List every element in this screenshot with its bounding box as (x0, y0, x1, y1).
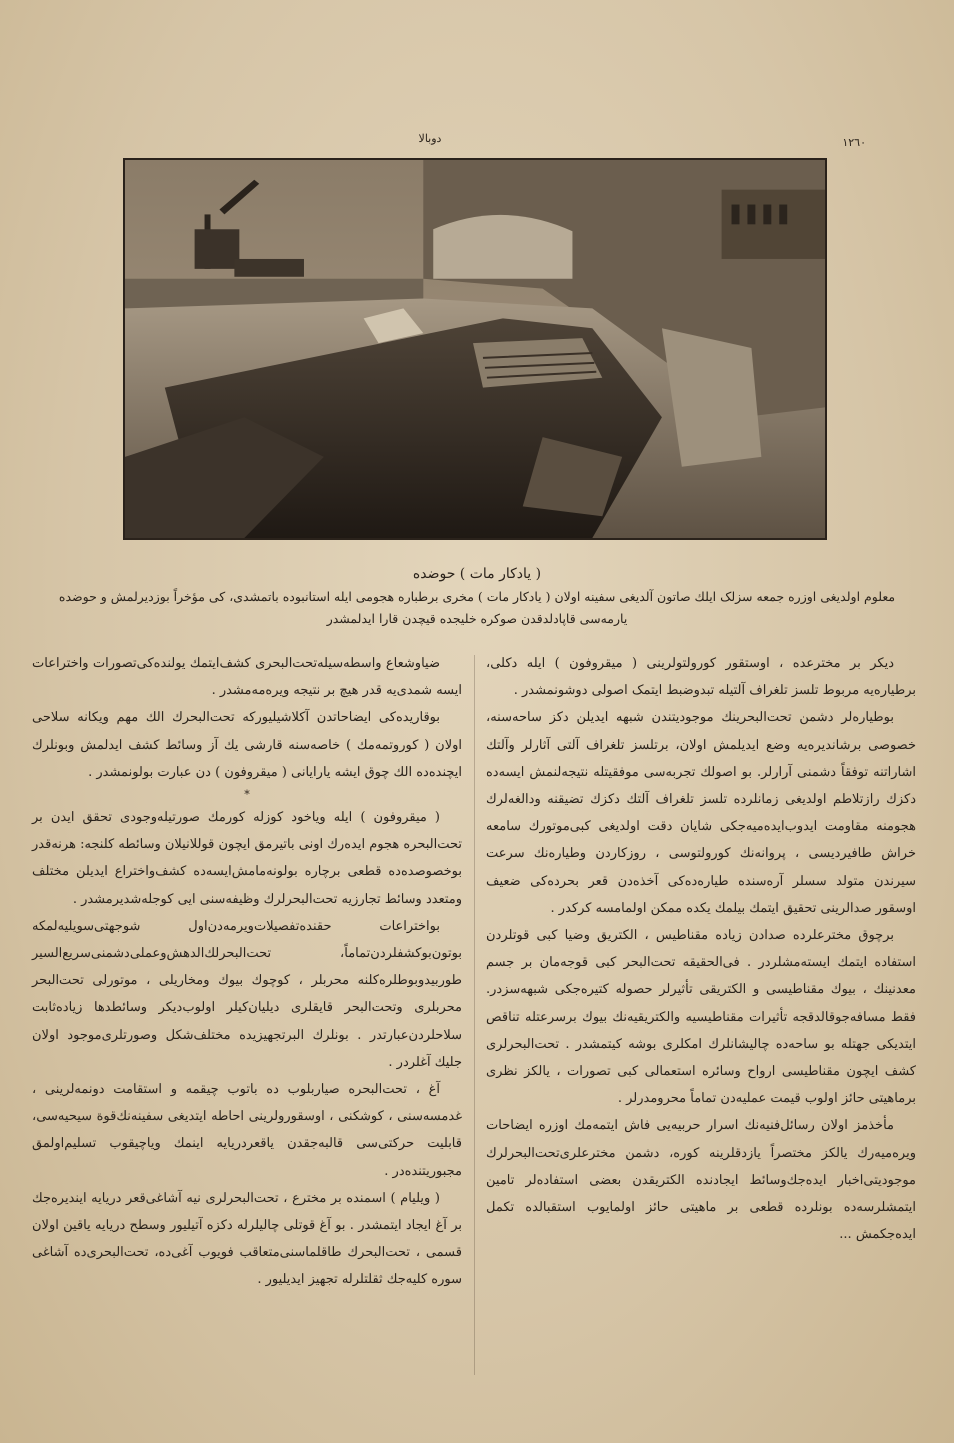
caption-body: معلوم اولدیغی اوزره جمعه سزلک ایلك صاتون آلدیغی سفینه اولان ( یادکار مات ) مخری برطباره هجومی ایله استانبوده باتمشدی، کی مؤخراً بوزدیرلمش و حوضده یارمه‌سی قاپادلدقدن صوکره خلیجده قیچدن قارا ایدلمشدر (58, 589, 896, 626)
header-title: دوبالا (418, 132, 442, 145)
paragraph: ( ویلیام ) اسمنده بر مخترع ، تحت‌البحرلری نیه آشاغی‌قعر دریایه ایندیره‌جك بر آغ ایجاد ایتمشدر . بو آغ قوتلی چالیلرله دکزه آتیلیور وسطح دریایه یاقین اولان قسمی ، تحت‌البحرك طاقلماسنی‌متعاقب فویوب آغی‌ده، تحت‌البحری‌ده آشاغی سوره‌ کلیه‌جك ثقلتلرله تجهیز ایدیلیور . (32, 1190, 462, 1288)
paragraph: آغ ، تحت‌البحره صیاربلوب ده باتوب چیقمه و استقامت دونمه‌لرینی ، غدمسه‌سنی ، کوشکنی ، اوسقورولرینی احاطه ایتدیغی سفینه‌نك‌قوة سیحیه‌سی، قابلیت حرکتی‌سی قالبه‌جقدن یاقعردریایه اینمك ویاچیقوب تسلیم‌اولمق مجبوریتنده‌در . (32, 1082, 462, 1179)
paragraph: بواختراعات حقنده‌تفصیلات‌ویرمه‌دن‌اول شوجهتی‌سویلیه‌لمکه بوتون‌بوکشفلردن‌تماماً، تحت‌البحرلك‌الدهش‌وعملی‌دشمنی‌سریع‌السیر طوربیدوبوطلره‌کلنه‌ محربلر ، کوچوك بیوك ومخاریلی ، موتورلی تحت‌البحر محربلری وتحت‌البحر قایقلری دیلیان‌کیلر اولوب‌دیکر وسائطدها زیاده‌ثابت سلاحلردن‌عبارتدر . بونلرك البر‌تجهیزیده مختلف‌شکل وصورتلری‌موجود اولان جلیك آغلردر . (32, 918, 462, 1070)
paragraph: ( میقروفون ) ایله ویاخود کوزله کورمك صورتیله‌وجودی تحقق ایدن بر تحت‌البحره هجوم ایده‌رك اونی باتیرمق ایچون قوللانیلان وسائطه کلنجه: هرنه‌قدر بوخصوصده‌ده قطعی برچاره بولونه‌مامش‌ایسه‌ده کشف‌واختراع ایدیلن مختلف ومتعدد وسائط تجارزیه تحت‌البحرلرك وظیفه‌سنی ایی کوجله‌شدیرمشدر . (32, 810, 462, 907)
paragraph: بوقاریده‌کی ایضاحاتدن آکلاشیلیورکه تحت‌البحرك الك مهم ویکانه سلاحی اولان ( کوروتمه‌مك ) خاصه‌سنه قارشی یك آز وسائط کشف ایدلمش وبونلرك ایچنده‌ده الك چوق ایشه یارایانی ( میقروفون ) دن عبارت بولونمشدر . (32, 710, 462, 780)
halftone-photograph (123, 158, 827, 540)
paragraph: مأخذمز اولان رسائل‌فنیه‌نك اسرار حربیه‌یی فاش ایتمه‌مك اوزره ایضاحات ویره‌میه‌رك یالکز مختصراً یازدقلرینه کوره، دشمن مخترعلری‌تحت‌البحرلرك موجودیتی‌اخبار ایده‌جك‌وسائط ایجادنده الکتریقدن بعضی استفاده‌لر تامین ایتمشلرسه‌ده بونلرده قطعی بر ماهیتی حائز اولمایوب استقبالده تکمل ایده‌جکمش ... (486, 1118, 916, 1243)
right-column (486, 650, 916, 1248)
paragraph: دیکر بر مخترعده ، اوستقور کورولتولرینی ( میقروفون ) ایله دکلی، برطیاره‌یه مربوط تلسز تلغراف آلتیله تبدوضبط ایتمک اصولی دوشونمشدر . (486, 656, 916, 699)
paragraph: برچوق مخترعلرده صدادن زیاده مقناطیس ، الکتریق وضیا کبی قوتلردن استفاده ایتمك ایسته‌مشلردر . فی‌الحقیقه تحت‌البحر کبی قوجه‌مان بر جسم معدنینك ، بیوك مقناطیسی و الکتریقی تأثیرلر حصوله‌ کتیره‌جکی شبهه‌سزدر. فقط مسافه‌جوقالدقجه تأثیرات مقناطیسیه والکتریقیه‌نك بیوك برسرعتله تناقص ایتدیکی جهتله بو ساحه‌ده چالیشانلرك امکلری بوشه کیتمشدر . تحت‌البحرلری کشف ایچون مقناطیسی ارواح وسائره استعمالی کبی تصورات ، یالکز نظری برماهیتی حائز اولوب قیمت عملیه‌دن تماماً محرومدرلر . (486, 928, 916, 1107)
paragraph: ضیاوشعاع واسطه‌سیله‌تحت‌البحری کشف‌ایتمك یولنده‌کی‌تصورات واختراعات ایسه شمدی‌یه قدر هیچ بر نتیجه ویره‌مه‌مشدر . (32, 656, 462, 699)
page-number: ١٢٦٠ (842, 136, 866, 149)
caption-title: ( یادکار مات ) حوضده (412, 566, 542, 582)
left-column (32, 650, 462, 1294)
column-divider (474, 655, 475, 1375)
page-header (0, 122, 954, 149)
paragraph: بوطیاره‌لر دشمن تحت‌البحرینك موجودیتندن شبهه ایدیلن دکز ساحه‌سنه، خصوصی برشاندیره‌یه وضع ایدیلمش اولان، برتلسز تلغراف آلتی آثارلر وآلتك اشاراتنه توفقاً دشمنی آرارلر. بو اصولك تجربه‌سی موفقیتله نتیجه‌لنمش ایسه‌ده دکزك رازتلاطم اولدیغی زمانلرده تلسز تلغراف آلتك دکزك تضیقنه ودالغه‌لرك هجومنه مقاومت ایدوب‌ایده‌میه‌جکی شایان دقت اولدیغی کبی‌موتورك سامعه خراش طافیرديسی ، پروانه‌نك کورولتوسی ، روزکاردن وطیاره‌نك سرعت سیرندن متولد سسلر آره‌سنده طیاره‌ده‌کی آخذه‌دن قعر بحرده‌کی ضعیف اوسقور صدالرینی تحقیق ایتمك بیلمك یکده ممکن اولمامسه کرکدر . (486, 710, 916, 916)
section-ornament: * (244, 788, 250, 802)
